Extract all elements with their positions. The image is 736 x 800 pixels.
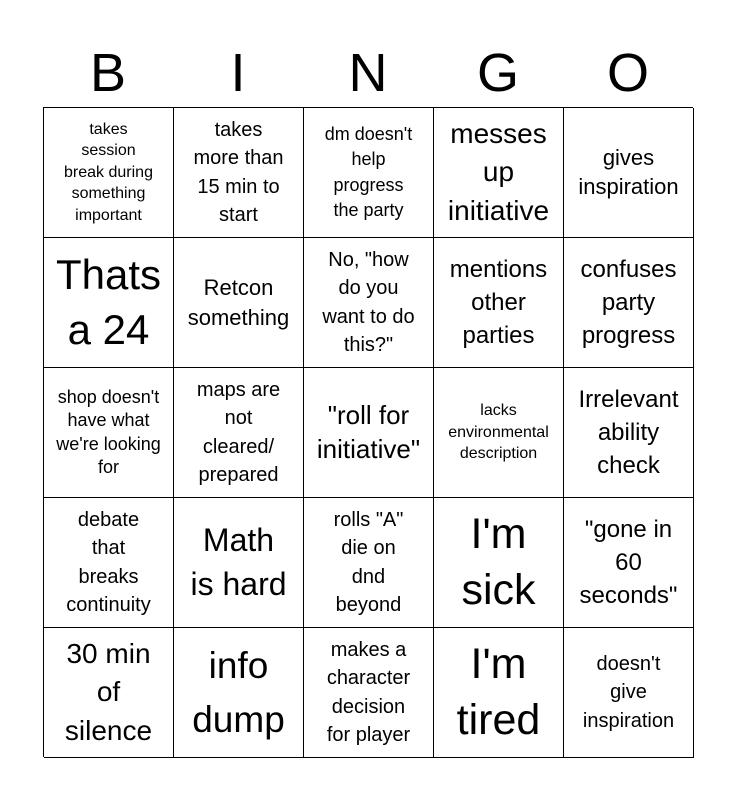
header-letter-g: G (476, 43, 519, 103)
bingo-cell-r5-c2[interactable] (174, 628, 304, 758)
cell-label: Math is hard (190, 522, 287, 602)
bingo-cell-r3-c3[interactable] (304, 368, 434, 498)
bingo-cell-r2-c2[interactable] (174, 238, 304, 368)
cell-label: doesn't give inspiration (582, 652, 675, 732)
cell-label: rolls "A" die on dnd beyond (333, 508, 404, 616)
bingo-cell-r1-c3[interactable] (304, 108, 434, 238)
bingo-cell-r1-c5[interactable] (564, 108, 694, 238)
cell-label: messes up initiative (447, 118, 550, 226)
bingo-cell-r3-c4[interactable] (434, 368, 564, 498)
cell-label: "gone in 60 seconds" (579, 515, 678, 610)
cell-label: Retcon something (187, 274, 290, 330)
cell-label: Thats a 24 (55, 250, 162, 353)
cell-label: takes session break during something important (64, 120, 153, 224)
cell-label: "roll for initiative" (316, 399, 421, 464)
cell-label: info dump (192, 644, 285, 740)
header-letter-o: O (606, 43, 649, 103)
cell-label: No, "how do you want to do this?" (322, 248, 415, 356)
cell-label: I'm sick (461, 509, 536, 614)
bingo-cell-r3-c2[interactable] (174, 368, 304, 498)
cell-label: maps are not cleared/ prepared (196, 378, 281, 486)
header-letter-n: N (348, 43, 388, 103)
bingo-cell-r3-c5[interactable] (564, 368, 694, 498)
bingo-cell-r5-c3[interactable] (304, 628, 434, 758)
cell-label: Irrelevant ability check (578, 385, 679, 480)
cell-label: 30 min of silence (64, 638, 153, 746)
bingo-cell-r5-c1[interactable] (44, 628, 174, 758)
bingo-cell-r5-c5[interactable] (564, 628, 694, 758)
bingo-cell-r4-c3[interactable] (304, 498, 434, 628)
cell-label: I'm tired (456, 639, 541, 744)
bingo-board (43, 107, 693, 757)
cell-label: dm doesn't help progress the party (324, 124, 413, 220)
bingo-cell-r2-c5[interactable] (564, 238, 694, 368)
cell-label: gives inspiration (578, 144, 679, 199)
bingo-cell-r4-c1[interactable] (44, 498, 174, 628)
bingo-cell-r2-c1[interactable] (44, 238, 174, 368)
bingo-cell-r1-c2[interactable] (174, 108, 304, 238)
bingo-cell-r4-c2[interactable] (174, 498, 304, 628)
bingo-cell-r2-c3[interactable] (304, 238, 434, 368)
header-letter-i: I (230, 43, 246, 103)
cell-label: shop doesn't have what we're looking for (56, 386, 161, 477)
cell-label: debate that breaks continuity (66, 508, 151, 616)
bingo-cell-r1-c4[interactable] (434, 108, 564, 238)
bingo-cell-r4-c5[interactable] (564, 498, 694, 628)
bingo-cell-r3-c1[interactable] (44, 368, 174, 498)
bingo-cell-r4-c4[interactable] (434, 498, 564, 628)
cell-label: takes more than 15 min to start (193, 118, 284, 226)
bingo-cell-r5-c4[interactable] (434, 628, 564, 758)
cell-label: mentions other parties (449, 255, 548, 350)
cell-label: makes a character decision for player (326, 638, 411, 746)
bingo-cell-r1-c1[interactable] (44, 108, 174, 238)
cell-label: lacks environmental description (448, 402, 549, 463)
header-letter-b: B (89, 43, 127, 103)
bingo-cell-r2-c4[interactable] (434, 238, 564, 368)
bingo-header (43, 38, 693, 108)
cell-label: confuses party progress (580, 255, 677, 350)
